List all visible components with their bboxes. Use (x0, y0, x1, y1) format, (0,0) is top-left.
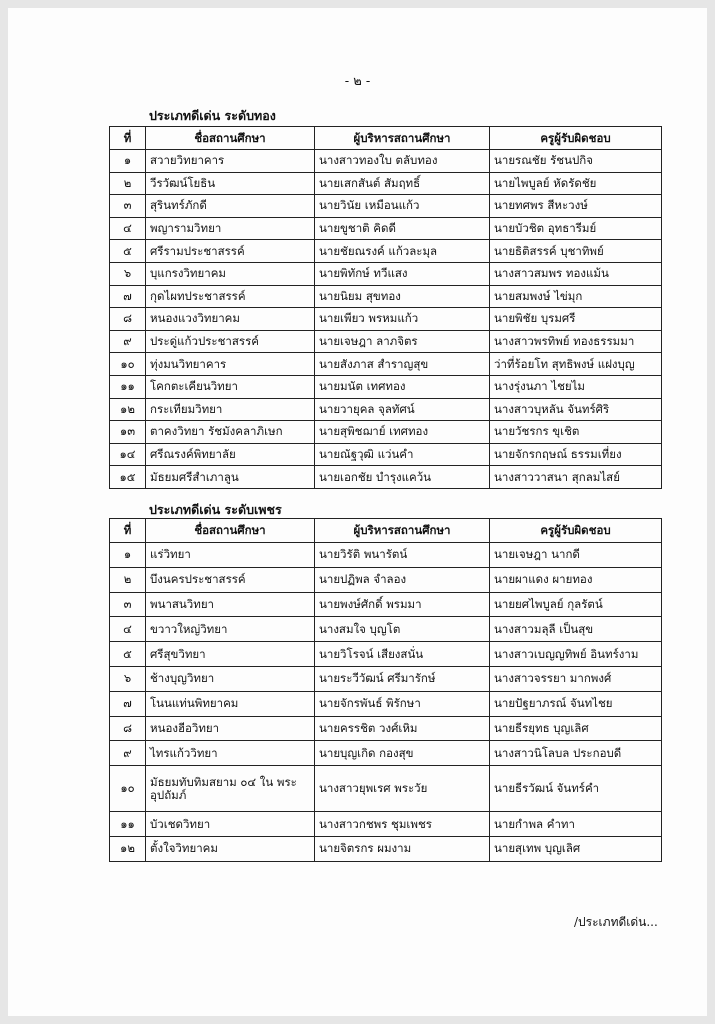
school-name: ตั้งใจวิทยาคม (146, 836, 315, 861)
director-name: นางสมใจ บุญโต (315, 617, 490, 642)
row-number: ๑๕ (110, 466, 146, 489)
school-name: สวายวิทยาคาร (146, 150, 315, 173)
row-number: ๗ (110, 691, 146, 716)
director-name: นายเจษฎา ลาภจิตร (315, 330, 490, 353)
teacher-name: นายไพบูลย์ หัดรัดชัย (490, 172, 662, 195)
director-name: นางสาวทองใบ ตลับทอง (315, 150, 490, 173)
school-name: ศรีณรงค์พิทยาลัย (146, 443, 315, 466)
teacher-name: นางสาวนิโลบล ประกอบดี (490, 741, 662, 766)
teacher-name: นายวัชรกร ขุเชิต (490, 421, 662, 444)
teacher-name: นางสาวพรทิพย์ ทองธรรมมา (490, 330, 662, 353)
teacher-name: นายกำพล คำทา (490, 812, 662, 837)
row-number: ๑ (110, 543, 146, 568)
table-row (110, 330, 662, 353)
row-number: ๑๑ (110, 375, 146, 398)
school-name: ประดู่แก้วประชาสรรค์ (146, 330, 315, 353)
director-name: นายระวีวัฒน์ ศรีมารักษ์ (315, 666, 490, 691)
school-name: มัธยมศรีสำเภาลูน (146, 466, 315, 489)
school-name: แร่วิทยา (146, 543, 315, 568)
row-number: ๑๑ (110, 812, 146, 837)
teacher-name: นายสุเทพ บุญเลิศ (490, 836, 662, 861)
table-row (110, 642, 662, 667)
director-name: นายวายุคล จุลทัศน์ (315, 398, 490, 421)
teacher-name: นายสมพงษ์ ไข่มุก (490, 285, 662, 308)
row-number: ๔ (110, 617, 146, 642)
table-row (110, 375, 662, 398)
table-row (110, 398, 662, 421)
school-name: สุรินทร์ภักดี (146, 195, 315, 218)
school-name: ไทรแก้ววิทยา (146, 741, 315, 766)
teacher-name: นางสาววาสนา สุกลมไสย์ (490, 466, 662, 489)
director-name: นางสาวยุพเรศ พระวัย (315, 766, 490, 812)
table-row (110, 543, 662, 568)
row-number: ๒ (110, 172, 146, 195)
teacher-name: นายบัวชิต อุทธารีมย์ (490, 217, 662, 240)
page-number: - ๒ - (344, 74, 371, 89)
header-teacher: ครูผู้รับผิดชอบ (490, 519, 662, 543)
row-number: ๙ (110, 330, 146, 353)
row-number: ๕ (110, 642, 146, 667)
header-school: ชื่อสถานศึกษา (146, 127, 315, 150)
director-name: นายวินัย เหมือนแก้ว (315, 195, 490, 218)
teacher-name: นางรุ่งนภา ไชยไม (490, 375, 662, 398)
teacher-name: นางสาวเบญญทิพย์ อินทร์งาม (490, 642, 662, 667)
director-name: นายพิทักษ์ ทวีแสง (315, 262, 490, 285)
table-row (110, 240, 662, 263)
school-name: ขวาวใหญ่วิทยา (146, 617, 315, 642)
table-row (110, 567, 662, 592)
row-number: ๒ (110, 567, 146, 592)
table-row (110, 741, 662, 766)
gold-award-table (109, 126, 662, 489)
table-row (110, 836, 662, 861)
table-row (110, 217, 662, 240)
school-name: บัวเชดวิทยา (146, 812, 315, 837)
teacher-name: นายพิชัย บุรมศรี (490, 308, 662, 331)
row-number: ๓ (110, 592, 146, 617)
director-name: นายจักรพันธ์ พิรักษา (315, 691, 490, 716)
table-row (110, 262, 662, 285)
teacher-name: นายธีรยุทธ บุญเลิศ (490, 716, 662, 741)
school-name: พนาสนวิทยา (146, 592, 315, 617)
school-name: บึงนครประชาสรรค์ (146, 567, 315, 592)
director-name: นายสุพิชฌาย์ เทศทอง (315, 421, 490, 444)
row-number: ๖ (110, 262, 146, 285)
teacher-name: นายปัฐยาภรณ์ จันทไชย (490, 691, 662, 716)
continued-note: /ประเภทดีเด่น... (574, 915, 658, 929)
school-name: มัธยมทับทิมสยาม ๐๔ ใน พระอุปถัมภ์ (146, 766, 315, 812)
row-number: ๑๐ (110, 766, 146, 812)
school-name: โคกตะเคียนวิทยา (146, 375, 315, 398)
row-number: ๑๒ (110, 836, 146, 861)
director-name: นายณัฐวุฒิ แว่นคำ (315, 443, 490, 466)
school-name: ทุ่งมนวิทยาคาร (146, 353, 315, 376)
table-row (110, 172, 662, 195)
teacher-name: นายทศพร สีหะวงษ์ (490, 195, 662, 218)
director-name: นายนิยม สุขทอง (315, 285, 490, 308)
director-name: นายวิรัติ พนารัตน์ (315, 543, 490, 568)
school-name: หนองแวงวิทยาคม (146, 308, 315, 331)
director-name: นายปฏิพล จำลอง (315, 567, 490, 592)
table-row (110, 443, 662, 466)
teacher-name: ว่าที่ร้อยโท สุทธิพงษ์ แฝงบุญ (490, 353, 662, 376)
director-name: นายเสกสันต์ สัมฤทธิ์ (315, 172, 490, 195)
table-row (110, 308, 662, 331)
table-row (110, 617, 662, 642)
row-number: ๑๒ (110, 398, 146, 421)
table-row (110, 195, 662, 218)
teacher-name: นายธีรวัฒน์ จันทร์คำ (490, 766, 662, 812)
school-name: โนนแท่นพิทยาคม (146, 691, 315, 716)
director-name: นางสาวกชพร ชุมเพชร (315, 812, 490, 837)
diamond-award-table (109, 518, 662, 862)
table-row (110, 353, 662, 376)
director-name: นายเอกชัย บำรุงแคว้น (315, 466, 490, 489)
diamond-section-title: ประเภทดีเด่น ระดับเพชร (149, 502, 282, 517)
school-name: ศรีสุขวิทยา (146, 642, 315, 667)
row-number: ๖ (110, 666, 146, 691)
director-name: นายเพียว พรหมแก้ว (315, 308, 490, 331)
document-page (8, 8, 707, 1016)
school-name: ศรีรามประชาสรรค์ (146, 240, 315, 263)
row-number: ๕ (110, 240, 146, 263)
table-row (110, 666, 662, 691)
director-name: นายสังภาส สำราญสุข (315, 353, 490, 376)
row-number: ๑๓ (110, 421, 146, 444)
director-name: นายวิโรจน์ เสียงสนั่น (315, 642, 490, 667)
row-number: ๔ (110, 217, 146, 240)
table-row (110, 466, 662, 489)
teacher-name: นายผาแดง ผายทอง (490, 567, 662, 592)
row-number: ๗ (110, 285, 146, 308)
school-name: พญารามวิทยา (146, 217, 315, 240)
teacher-name: นางสาวบุหลัน จันทร์ศิริ (490, 398, 662, 421)
header-no: ที่ (110, 127, 146, 150)
school-name: หนองฮีอวิทยา (146, 716, 315, 741)
teacher-name: นายยศไพบูลย์ กุลรัตน์ (490, 592, 662, 617)
director-name: นายมนัต เทศทอง (315, 375, 490, 398)
school-name: ช้างบุญวิทยา (146, 666, 315, 691)
table-header-row (110, 127, 662, 150)
header-director: ผู้บริหารสถานศึกษา (315, 127, 490, 150)
teacher-name: นายเจษฎา นากดี (490, 543, 662, 568)
teacher-name: นายรณชัย รัชนปกิจ (490, 150, 662, 173)
teacher-name: นางสาวจรรยา มากพงศ์ (490, 666, 662, 691)
teacher-name: นายจักรกฤษณ์ ธรรมเที่ยง (490, 443, 662, 466)
table-row (110, 812, 662, 837)
director-name: นายขูชาติ คิดดี (315, 217, 490, 240)
teacher-name: นางสาวสมพร ทองแม้น (490, 262, 662, 285)
row-number: ๑๐ (110, 353, 146, 376)
row-number: ๘ (110, 716, 146, 741)
teacher-name: นางสาวมลุลี เป็นสุข (490, 617, 662, 642)
teacher-name: นายธิติสรรค์ บุชาทิพย์ (490, 240, 662, 263)
header-no: ที่ (110, 519, 146, 543)
director-name: นายชัยณรงค์ แก้วละมุล (315, 240, 490, 263)
school-name: วีรวัฒน์โยธิน (146, 172, 315, 195)
table-header-row (110, 519, 662, 543)
director-name: นายพงษ์ศักดิ์ พรมมา (315, 592, 490, 617)
gold-section-title: ประเภทดีเด่น ระดับทอง (149, 108, 276, 123)
row-number: ๙ (110, 741, 146, 766)
header-teacher: ครูผู้รับผิดชอบ (490, 127, 662, 150)
school-name: กุดไผทประชาสรรค์ (146, 285, 315, 308)
director-name: นายครรชิต วงศ์เหิม (315, 716, 490, 741)
row-number: ๑ (110, 150, 146, 173)
header-director: ผู้บริหารสถานศึกษา (315, 519, 490, 543)
row-number: ๑๔ (110, 443, 146, 466)
table-row (110, 592, 662, 617)
table-row (110, 150, 662, 173)
director-name: นายบุญเกิด กองสุข (315, 741, 490, 766)
table-row (110, 285, 662, 308)
row-number: ๓ (110, 195, 146, 218)
school-name: กระเทียมวิทยา (146, 398, 315, 421)
school-name: บุแกรงวิทยาคม (146, 262, 315, 285)
school-name: ตาคงวิทยา รัชมังคลาภิเษก (146, 421, 315, 444)
table-row (110, 691, 662, 716)
header-school: ชื่อสถานศึกษา (146, 519, 315, 543)
table-row (110, 766, 662, 812)
table-row (110, 421, 662, 444)
row-number: ๘ (110, 308, 146, 331)
table-row (110, 716, 662, 741)
director-name: นายจิตรกร ผมงาม (315, 836, 490, 861)
